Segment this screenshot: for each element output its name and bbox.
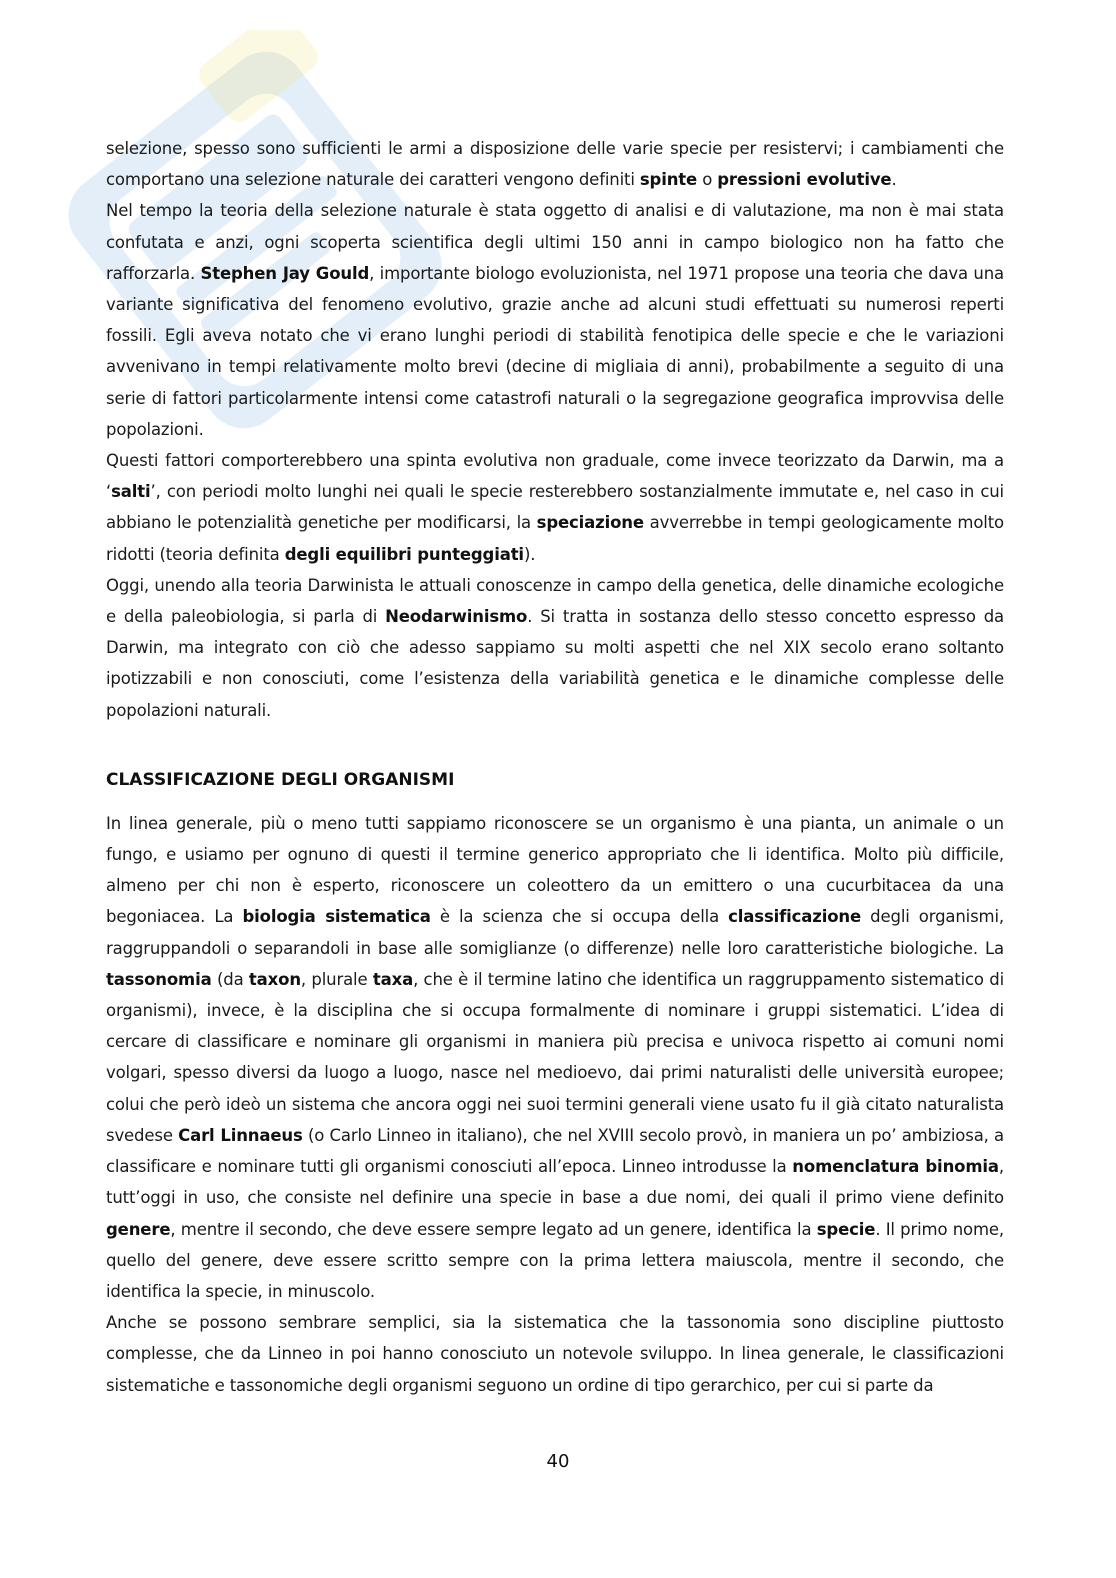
text-run: ’, con periodi molto lunghi nei quali le specie resterebbero sostanzialmente immutate e, nel caso in cui abbiano le potenzialità genetiche per modificarsi, la bbox=[106, 482, 1004, 533]
text-run: degli organismi, raggruppandoli o separandoli in base alle somiglianze (o differenze) nelle loro caratteristiche biologiche. La bbox=[106, 907, 1004, 958]
bold-term: tassonomia bbox=[106, 969, 212, 989]
bold-term: specie bbox=[816, 1219, 876, 1239]
bold-term: salti bbox=[111, 482, 151, 502]
watermark-accent bbox=[194, 30, 324, 127]
text-run: Oggi, unendo alla teoria Darwinista le attuali conoscenze in campo della genetica, delle dinamiche ecologiche e della paleobiologia, si parla di bbox=[106, 575, 1004, 627]
paragraph bbox=[106, 445, 1004, 570]
bold-term: taxa bbox=[372, 969, 414, 989]
page-number: 40 bbox=[546, 1451, 570, 1472]
bold-term: nomenclatura binomia bbox=[792, 1157, 999, 1177]
bold-term: degli equilibri punteggiati bbox=[284, 544, 524, 564]
bold-term: Neodarwinismo bbox=[385, 607, 528, 627]
text-run: Questi fattori comporterebbero una spinta evolutiva non graduale, come invece teorizzato da Darwin, ma a ‘ bbox=[106, 451, 1004, 502]
text-run: (da bbox=[211, 969, 249, 989]
bold-term: biologia sistematica bbox=[242, 907, 431, 927]
text-run: Anche se possono sembrare semplici, sia la sistematica che la tassonomia sono discipline piuttosto complesse, che da Linneo in poi hanno conosciuto un notevole sviluppo. In linea generale, le classificazioni sistematiche e tassonomiche degli organismi seguono un ordine di tipo gerarchico, per cui si parte da bbox=[106, 1313, 1004, 1395]
text-run: , tutt’oggi in uso, che consiste nel definire una specie in base a due nomi, dei quali il primo viene definito bbox=[106, 1157, 1004, 1208]
paragraph bbox=[106, 808, 1004, 1307]
paragraphs-bottom bbox=[106, 808, 1004, 1401]
text-run: . Il primo nome, quello del genere, deve essere scritto sempre con la prima lettera maiuscola, mentre il secondo, che identifica la specie, in minuscolo. bbox=[106, 1219, 1004, 1301]
text-run: è la scienza che si occupa della bbox=[430, 907, 729, 927]
bold-term: pressioni evolutive bbox=[717, 170, 892, 190]
bold-term: Stephen Jay Gould bbox=[200, 263, 370, 283]
paragraph bbox=[106, 1307, 1004, 1401]
text-run: (o Carlo Linneo in italiano), che nel XVIII secolo provò, in maniera un po’ ambiziosa, a classificare e nominare tutti gli organismi conosciuti all’epoca. Linneo introdusse la bbox=[106, 1125, 1004, 1177]
page-content bbox=[106, 133, 1004, 1401]
text-run: ). bbox=[523, 544, 536, 564]
text-run: In linea generale, più o meno tutti sappiamo riconoscere se un organismo è una pianta, un animale o un fungo, e usiamo per ognuno di questi il termine generico appropriato che li identifica. Molto più difficile, almeno per chi non è esperto, riconoscere un coleottero da un emittero o una cucurbitacea da una begoniacea. La bbox=[106, 813, 1004, 927]
text-run: , che è il termine latino che identifica un raggruppamento sistematico di organismi), invece, è la disciplina che si occupa formalmente di nominare i gruppi sistematici. L’idea di cercare di classificare e nominare gli organismi in maniera più precisa e univoca rispetto ai comuni nomi volgari, spesso diversi da luogo a luogo, nasce nel medioevo, dai primi naturalisti delle università europee; colui che però ideò un sistema che ancora oggi nei suoi termini generali viene usato fu il già citato naturalista svedese bbox=[106, 969, 1005, 1145]
bold-term: taxon bbox=[248, 969, 301, 989]
section-heading: CLASSIFICAZIONE DEGLI ORGANISMI bbox=[106, 769, 455, 790]
text-run: , mentre il secondo, che deve essere sempre legato ad un genere, identifica la bbox=[170, 1219, 817, 1239]
text-run: avverrebbe in tempi geologicamente molto ridotti (teoria definita bbox=[106, 513, 1004, 564]
text-run: . Si tratta in sostanza dello stesso concetto espresso da Darwin, ma integrato con ciò che adesso sappiamo su molti aspetti che nel XIX secolo erano soltanto ipotizzabili e non conosciuti, come l’esistenza della variabilità genetica e le dinamiche complesse delle popolazioni naturali. bbox=[106, 607, 1004, 720]
text-run: . bbox=[891, 170, 897, 190]
text-run: , plurale bbox=[300, 969, 373, 989]
text-run: o bbox=[697, 170, 718, 190]
bold-term: classificazione bbox=[728, 907, 862, 927]
bold-term: spinte bbox=[639, 170, 698, 190]
text-run: , importante biologo evoluzionista, nel 1971 propose una teoria che dava una variante significativa del fenomeno evolutivo, grazie anche ad alcuni studi effettuati su numerosi reperti fossili. Egli aveva notato che vi erano lunghi periodi di stabilità fenotipica delle specie e che le variazioni avvenivano in tempi relativamente molto brevi (decine di migliaia di anni), probabilmente a seguito di una serie di fattori particolarmente intensi come catastrofi naturali o la segregazione geografica improvvisa delle popolazioni. bbox=[106, 263, 1004, 439]
text-run: Nel tempo la teoria della selezione naturale è stata oggetto di analisi e di valutazione, ma non è mai stata confutata e anzi, ogni scoperta scientifica degli ultimi 150 anni in campo biologico non ha fatto che rafforzarla. bbox=[106, 201, 1004, 283]
paragraph bbox=[106, 570, 1004, 726]
bold-term: speciazione bbox=[536, 513, 644, 533]
bold-term: genere bbox=[106, 1219, 171, 1239]
paragraph bbox=[106, 195, 1004, 445]
bold-term: Carl Linnaeus bbox=[178, 1125, 303, 1145]
paragraphs-top bbox=[106, 133, 1004, 726]
text-run: selezione, spesso sono sufficienti le armi a disposizione delle varie specie per resistervi; i cambiamenti che comportano una selezione naturale dei caratteri vengono definiti bbox=[106, 139, 1004, 190]
paragraph bbox=[106, 133, 1004, 195]
